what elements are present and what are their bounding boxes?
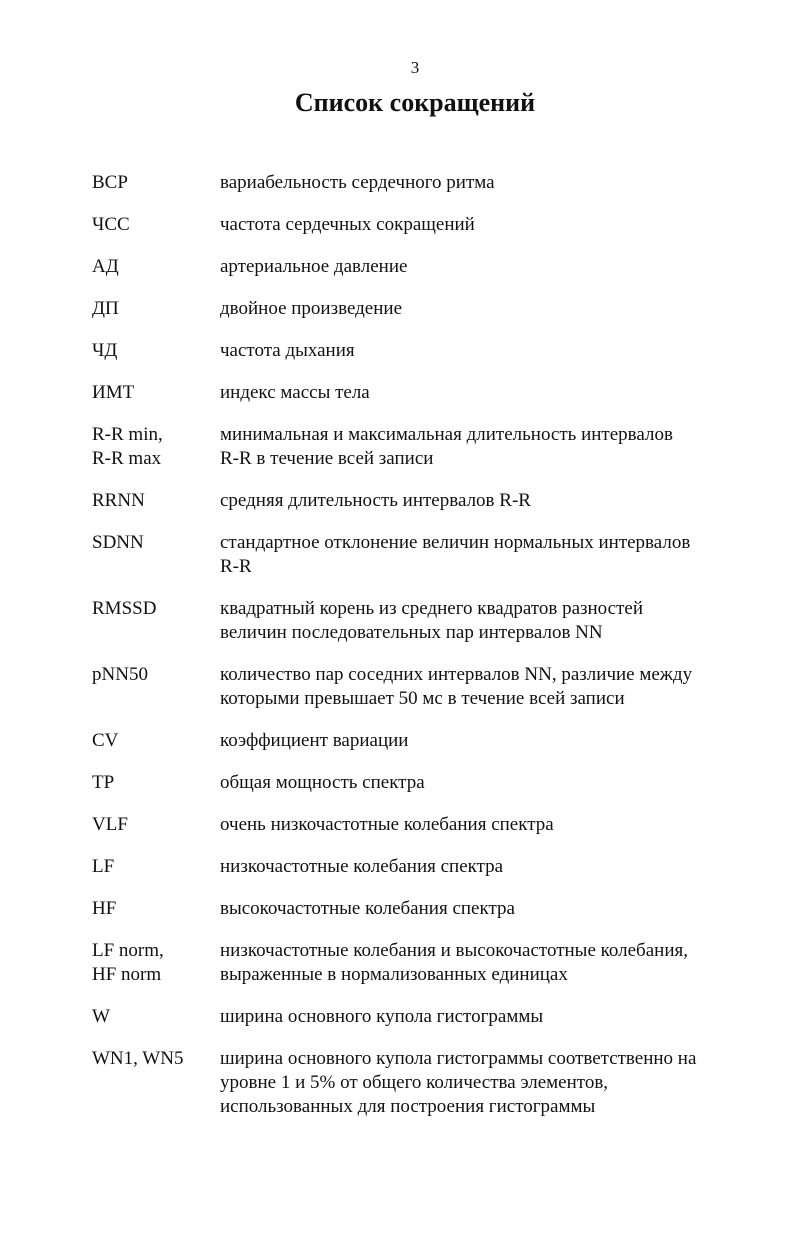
abbreviation-term: TP <box>92 772 115 793</box>
abbreviation-row <box>92 813 732 837</box>
abbreviation-definition: низкочастотные колебания спектра <box>220 856 504 877</box>
abbreviation-definition: ширина основного купола гистограммы <box>220 1006 544 1027</box>
abbreviation-definition: квадратный корень из среднего квадратов разностей величин последовательных пар интервалов NN <box>220 598 643 643</box>
abbreviation-row <box>92 855 732 879</box>
abbreviation-row <box>92 771 732 795</box>
abbreviation-term: SDNN <box>92 532 144 553</box>
abbreviation-term: HF <box>92 898 117 919</box>
abbreviation-row <box>92 489 732 513</box>
abbreviation-definition: минимальная и максимальная длительность интервалов R-R в течение всей записи <box>220 424 673 469</box>
abbreviation-definition: артериальное давление <box>220 256 408 277</box>
abbreviation-row <box>92 1047 732 1119</box>
abbreviation-row <box>92 381 732 405</box>
abbreviation-row <box>92 255 732 279</box>
abbreviation-definition: ширина основного купола гистограммы соответственно на уровне 1 и 5% от общего количества элементов, использованных для построения гистограммы <box>220 1048 697 1117</box>
abbreviation-definition: вариабельность сердечного ритма <box>220 172 495 193</box>
abbreviation-list <box>92 171 732 1137</box>
abbreviation-term: R-R min, R-R max <box>92 424 163 469</box>
abbreviation-term: LF norm, HF norm <box>92 940 164 985</box>
abbreviation-definition: общая мощность спектра <box>220 772 425 793</box>
abbreviation-definition: стандартное отклонение величин нормальных интервалов R-R <box>220 532 691 577</box>
page-number: 3 <box>410 58 420 77</box>
abbreviation-definition: средняя длительность интервалов R-R <box>220 490 531 511</box>
abbreviation-row <box>92 171 732 195</box>
abbreviation-term: RMSSD <box>92 598 157 619</box>
abbreviation-definition: количество пар соседних интервалов NN, различие между которыми превышает 50 мс в течение всей записи <box>220 664 693 709</box>
abbreviation-row <box>92 213 732 237</box>
abbreviation-term: ЧД <box>92 340 118 361</box>
abbreviation-row <box>92 423 732 471</box>
abbreviation-row <box>92 531 732 579</box>
abbreviation-row <box>92 297 732 321</box>
abbreviation-term: ИМТ <box>92 382 135 403</box>
abbreviation-term: ВСР <box>92 172 128 193</box>
abbreviation-term: LF <box>92 856 115 877</box>
abbreviation-term: W <box>92 1006 110 1027</box>
abbreviation-term: CV <box>92 730 119 751</box>
abbreviation-term: RRNN <box>92 490 145 511</box>
abbreviation-term: pNN50 <box>92 664 148 685</box>
abbreviation-term: ЧСС <box>92 214 130 235</box>
abbreviation-row <box>92 1005 732 1029</box>
page-title: Список сокращений <box>294 88 536 117</box>
abbreviation-definition: очень низкочастотные колебания спектра <box>220 814 554 835</box>
abbreviation-row <box>92 663 732 711</box>
abbreviation-definition: индекс массы тела <box>220 382 370 403</box>
abbreviation-row <box>92 339 732 363</box>
abbreviation-term: VLF <box>92 814 128 835</box>
abbreviation-definition: низкочастотные колебания и высокочастотные колебания, выраженные в нормализованных единицах <box>220 940 688 985</box>
abbreviation-term: АД <box>92 256 119 277</box>
abbreviation-row <box>92 729 732 753</box>
abbreviation-definition: частота дыхания <box>220 340 355 361</box>
abbreviation-row <box>92 597 732 645</box>
abbreviation-definition: двойное произведение <box>220 298 403 319</box>
abbreviation-row <box>92 897 732 921</box>
abbreviation-term: WN1, WN5 <box>92 1048 184 1069</box>
abbreviation-definition: частота сердечных сокращений <box>220 214 475 235</box>
abbreviation-row <box>92 939 732 987</box>
abbreviation-definition: высокочастотные колебания спектра <box>220 898 515 919</box>
abbreviation-term: ДП <box>92 298 119 319</box>
abbreviation-definition: коэффициент вариации <box>220 730 409 751</box>
